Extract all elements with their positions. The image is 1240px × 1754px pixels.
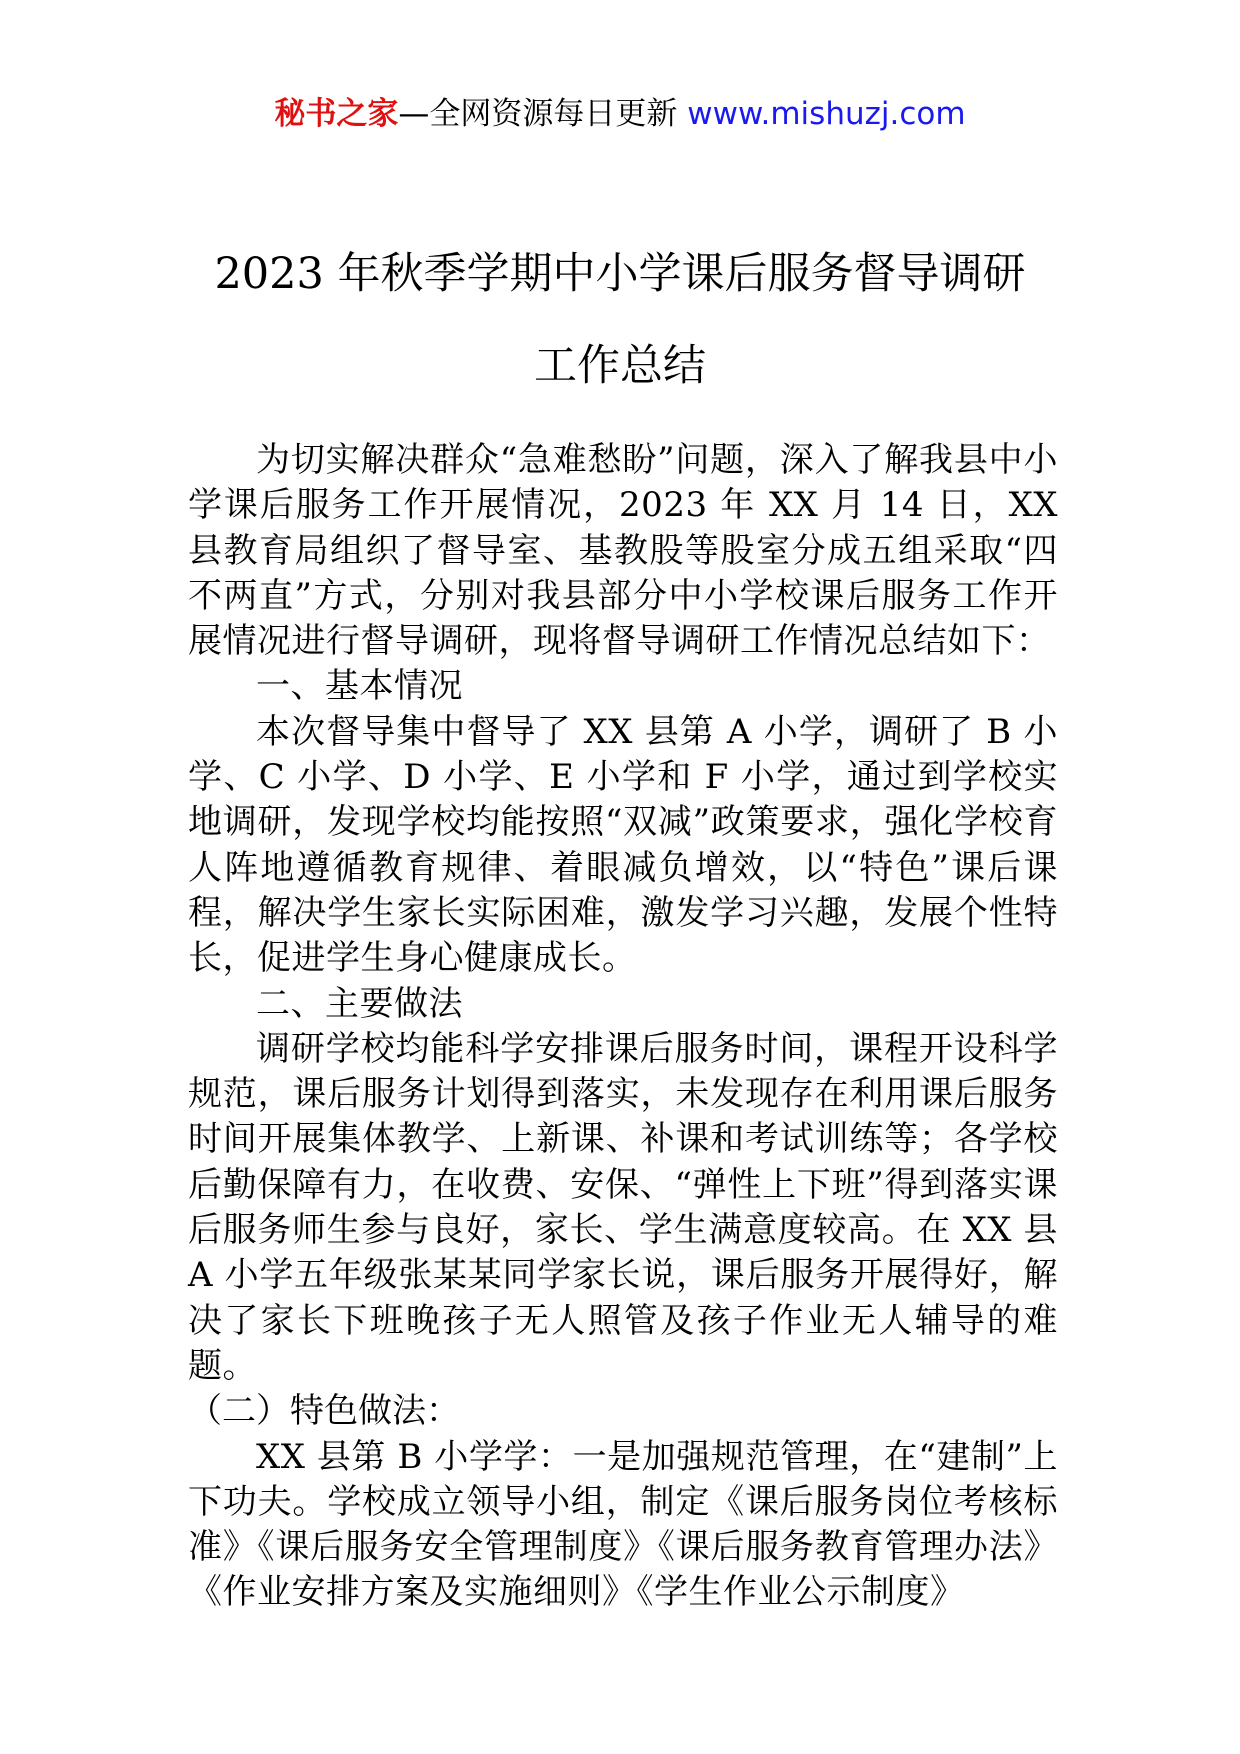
subsection-heading-special-practices: （二）特色做法： (188, 1391, 460, 1432)
basic-situation-paragraph: 本次督导集中督导了 XX 县第 A 小学，调研了 B 小学、C 小学、D 小学、E 小学和 F 小学，通过到学校实地调研，发现学校均能按照“双减”政策要求，强化学校育人阵地遵循教育规律、着眼减负增效，以“特色”课后课程，解决学生家长实际困难，激发学习兴趣，发展个性特长，促进学生身心健康成长。 (188, 711, 1058, 979)
main-practices-paragraph: 调研学校均能科学安排课后服务时间，课程开设科学规范，课后服务计划得到落实，未发现存在利用课后服务时间开展集体教学、上新课、补课和考试训练等；各学校后勤保障有力，在收费、安保、“弹性上下班”得到落实课后服务师生参与良好，家长、学生满意度较高。在 XX 县 A 小学五年级张某某同学家长说，课后服务开展得好，解决了家长下班晚孩子无人照管及孩子作业无人辅导的难题。 (188, 1028, 1058, 1386)
site-brand: 秘书之家 (274, 96, 399, 132)
intro-paragraph: 为切实解决群众“急难愁盼”问题，深入了解我县中小学课后服务工作开展情况，2023 年 XX 月 14 日，XX 县教育局组织了督导室、基教股等股室分成五组采取“四不两直”方式，分别对我县部分中小学校课后服务工作开展情况进行督导调研，现将督导调研工作情况总结如下： (188, 440, 1058, 662)
document-title (0, 228, 1240, 412)
site-url-link[interactable]: www.mishuzj.com (687, 96, 966, 132)
document-title-line-1: 2023 年秋季学期中小学课后服务督导调研 (214, 249, 1026, 299)
document-title-line-2: 工作总结 (534, 341, 706, 391)
site-header (0, 92, 1240, 136)
document-body (188, 438, 1058, 1616)
section-heading-basic-situation: 一、基本情况 (256, 666, 463, 707)
section-heading-main-practices: 二、主要做法 (256, 983, 463, 1024)
special-practices-paragraph: XX 县第 B 小学学：一是加强规范管理，在“建制”上下功夫。学校成立领导小组，制定《课后服务岗位考核标准》《课后服务安全管理制度》《课后服务教育管理办法》《作业安排方案及实施细则》《学生作业公示制度》 (188, 1436, 1058, 1613)
site-slogan: —全网资源每日更新 (398, 96, 678, 132)
